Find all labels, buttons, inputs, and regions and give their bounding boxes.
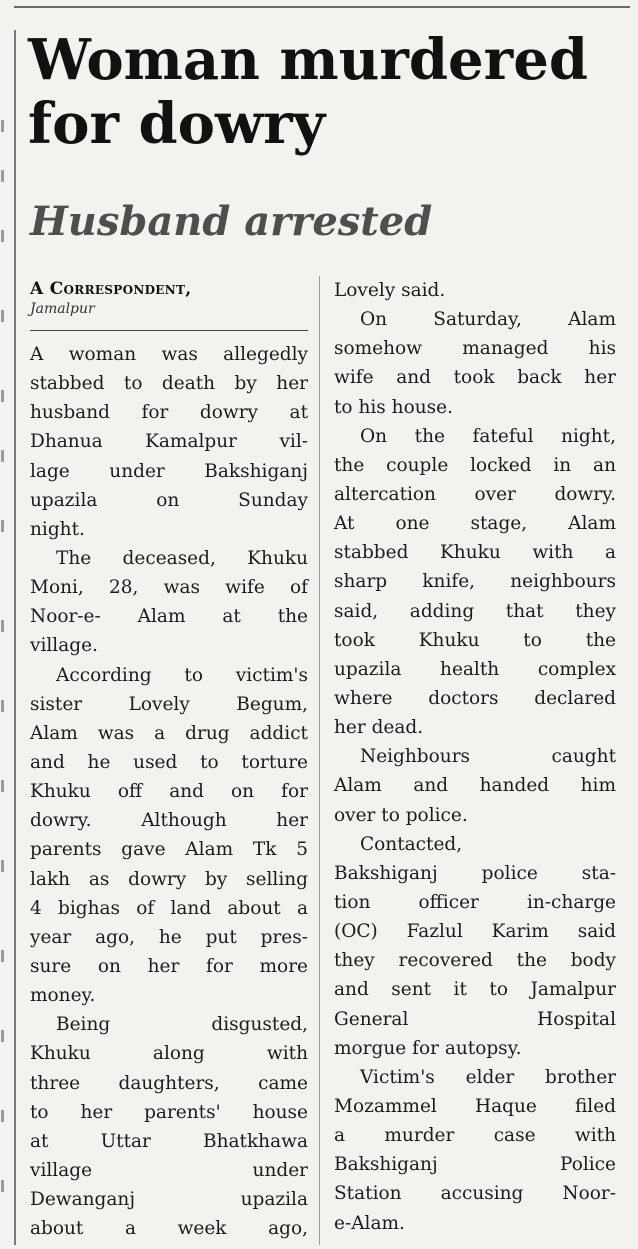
article-text-line: where doctors declared — [334, 687, 616, 709]
article-text-line: parents gave Alam Tk 5 — [30, 839, 308, 861]
article-text-line: Neighbours caught — [360, 746, 616, 768]
article-text-line: three daughters, came — [30, 1072, 308, 1094]
article-text-line: Mozammel Haque filed — [334, 1095, 616, 1117]
article-text-line: altercation over dowry. — [334, 483, 616, 505]
article-text-line: dowry. Although her — [30, 810, 308, 832]
article-text-line: year ago, he put pres- — [30, 926, 308, 948]
article-text-line: to his house. — [334, 396, 453, 418]
article-text-line: lage under Bakshiganj — [30, 460, 308, 482]
article-text-line: stabbed Khuku with a — [334, 542, 616, 564]
column-divider — [319, 276, 320, 1245]
article-text-line: General Hospital — [334, 1008, 616, 1030]
headline-line: for dowry — [28, 91, 326, 157]
article-text-line: they recovered the body — [334, 950, 616, 972]
article-text-line: money. — [30, 985, 96, 1007]
subheadline: Husband arrested — [30, 198, 433, 245]
article-text-line: Bakshiganj police sta- — [334, 862, 616, 884]
article-text-line: somehow managed his — [334, 338, 616, 360]
article-text-line: over to police. — [334, 804, 468, 826]
article-text-line: Khuku along with — [30, 1043, 308, 1065]
article-text-line: At one stage, Alam — [334, 513, 616, 535]
article-text-line: morgue for autopsy. — [334, 1037, 522, 1059]
article-text-line: A woman was allegedly — [30, 344, 308, 365]
article-text-line: Alam was a drug addict — [30, 722, 308, 744]
article-text-line: Bakshiganj Police — [334, 1154, 616, 1176]
article-text-line: to her parents' house — [30, 1101, 308, 1123]
article-text-line: said, adding that they — [334, 600, 616, 622]
article-text-line: about a week ago, — [30, 1218, 308, 1240]
article-text-line: On the fateful night, — [360, 425, 616, 447]
article-text-line: Dewanganj upazila — [30, 1189, 308, 1211]
article-text-line: Alam and handed him — [334, 775, 616, 797]
article-text-line: Moni, 28, was wife of — [30, 577, 308, 599]
article-text-line: at Uttar Bhatkhawa — [30, 1130, 308, 1152]
article-text-line: her dead. — [334, 717, 424, 739]
byline-rule — [30, 330, 308, 331]
headline — [28, 28, 628, 156]
article-text-line: village. — [30, 635, 98, 657]
article-text-line: village under — [30, 1159, 308, 1181]
article-text-line: took Khuku to the — [334, 629, 616, 651]
article-text-line: Station accusing Noor- — [334, 1183, 616, 1205]
article-text-line: The deceased, Khuku — [56, 547, 308, 569]
article-text-line: a murder case with — [334, 1125, 616, 1147]
article-text-line: wife and took back her — [334, 367, 616, 389]
top-rule — [14, 6, 630, 8]
article-text-line: and sent it to Jamalpur — [334, 979, 616, 1001]
article-text-line: Khuku off and on for — [30, 781, 308, 803]
article-text-line: night. — [30, 518, 85, 540]
byline-place: Jamalpur — [30, 301, 95, 317]
article-column-2 — [334, 276, 616, 1238]
article-text-line: lakh as dowry by selling — [30, 868, 308, 890]
article-text-line: e-Alam. — [334, 1212, 405, 1234]
article-text-line: tion officer in-charge — [334, 891, 616, 913]
article-text-line: sister Lovely Begum, — [30, 693, 308, 715]
byline-name: A Correspondent, — [30, 279, 192, 299]
article-text-line: Contacted, — [360, 833, 463, 855]
article-text-line: Noor-e- Alam at the — [30, 606, 308, 628]
article-text-line: and he used to torture — [30, 751, 308, 773]
article-text-line: sharp knife, neighbours — [334, 571, 616, 593]
article-text-line: stabbed to death by her — [30, 373, 308, 395]
headline-line: Woman murdered — [28, 27, 588, 93]
article-text-line: upazila on Sunday — [30, 489, 308, 511]
byline — [30, 278, 191, 318]
article-text-line: Lovely said. — [334, 280, 446, 301]
article-column-1 — [30, 340, 308, 1243]
article-text-line: (OC) Fazlul Karim said — [334, 921, 616, 943]
article-text-line: Being disgusted, — [56, 1014, 308, 1036]
article-text-line: Dhanua Kamalpur vil- — [30, 431, 308, 453]
article-text-line: According to victim's — [56, 664, 308, 686]
article-text-line: upazila health complex — [334, 658, 616, 680]
article-text-line: sure on her for more — [30, 955, 308, 977]
article-text-line: husband for dowry at — [30, 402, 308, 424]
article-text-line: Victim's elder brother — [360, 1066, 616, 1088]
article-text-line: On Saturday, Alam — [360, 309, 616, 331]
left-column-rule — [14, 30, 16, 1245]
adjacent-column-edge — [0, 100, 6, 1249]
article-text-line: 4 bighas of land about a — [30, 897, 308, 919]
article-text-line: the couple locked in an — [334, 454, 616, 476]
